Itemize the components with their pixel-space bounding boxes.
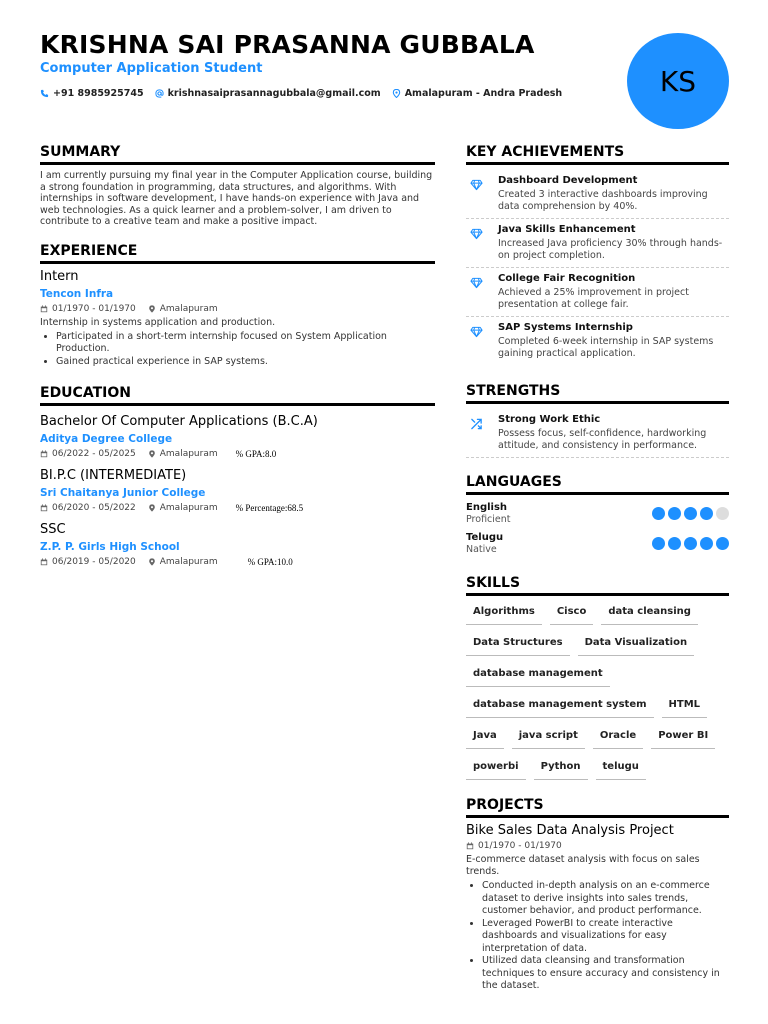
avatar: KS bbox=[627, 33, 729, 129]
education-meta bbox=[40, 449, 435, 459]
achievement-desc: Created 3 interactive dashboards improving data comprehension by 40%. bbox=[498, 189, 708, 212]
calendar-icon bbox=[40, 450, 48, 458]
diamond-icon bbox=[470, 277, 483, 289]
language-name: Telugu bbox=[466, 532, 504, 543]
skill-tag: data cleansing bbox=[601, 601, 698, 625]
strength-item bbox=[466, 409, 729, 458]
phone-text: +91 8985925745 bbox=[53, 88, 144, 99]
education-location: Amalapuram bbox=[159, 503, 218, 514]
location bbox=[148, 503, 218, 513]
achievement-desc: Completed 6-week internship in SAP systems gaining practical application. bbox=[498, 336, 714, 359]
achievement-desc: Achieved a 25% improvement in project presentation at college fair. bbox=[498, 287, 689, 310]
list-item: • Leveraged PowerBI to create interactive dashboards and visualizations for easy interpretation of data. bbox=[482, 918, 729, 956]
date-range bbox=[40, 449, 136, 459]
rating-dot bbox=[700, 537, 713, 550]
education-school: Aditya Degree College bbox=[40, 433, 173, 446]
experience-company: Tencon Infra bbox=[40, 287, 114, 300]
education-degree: SSC bbox=[40, 522, 66, 538]
achievement-title: Java Skills Enhancement bbox=[498, 224, 636, 235]
location-pin-icon bbox=[148, 450, 156, 458]
language-item bbox=[466, 532, 729, 555]
achievement-title: SAP Systems Internship bbox=[498, 322, 633, 333]
experience-role: Intern bbox=[40, 268, 79, 284]
location-pin-icon bbox=[148, 504, 156, 512]
skill-tag: Oracle bbox=[593, 725, 643, 749]
education-heading: EDUCATION bbox=[40, 385, 435, 406]
list-item: • Gained practical experience in SAP systems. bbox=[56, 356, 435, 369]
education-score: % Percentage:68.5 bbox=[235, 503, 304, 514]
education-meta bbox=[40, 557, 435, 567]
location-pin-icon bbox=[392, 89, 401, 98]
skill-tag: Cisco bbox=[550, 601, 594, 625]
education-school: Z.P. P. Girls High School bbox=[40, 541, 180, 554]
experience-entry bbox=[40, 269, 435, 369]
skill-tag: database management system bbox=[466, 694, 654, 718]
project-dates: 01/1970 - 01/1970 bbox=[478, 841, 562, 851]
diamond-icon bbox=[470, 326, 483, 338]
strength-desc: Possess focus, self-confidence, hardworking attitude, and consistency in performance. bbox=[498, 428, 707, 451]
left-column bbox=[40, 144, 435, 567]
rating-dot bbox=[652, 537, 665, 550]
achievement-item bbox=[466, 170, 729, 219]
date-range bbox=[466, 841, 562, 851]
rating-dot bbox=[684, 537, 697, 550]
language-level: Proficient bbox=[466, 514, 511, 525]
language-level: Native bbox=[466, 544, 497, 555]
projects-heading: PROJECTS bbox=[466, 797, 729, 818]
calendar-icon bbox=[40, 504, 48, 512]
strengths-heading: STRENGTHS bbox=[466, 383, 729, 404]
experience-description: Internship in systems application and production. bbox=[40, 316, 276, 328]
location bbox=[148, 304, 218, 314]
skill-tag: Data Structures bbox=[466, 632, 570, 656]
rating-dot bbox=[684, 507, 697, 520]
education-degree: BI.P.C (INTERMEDIATE) bbox=[40, 468, 187, 484]
rating-dot bbox=[716, 537, 729, 550]
calendar-icon bbox=[40, 558, 48, 566]
education-entry bbox=[40, 468, 435, 513]
language-name: English bbox=[466, 502, 508, 513]
achievements-heading: KEY ACHIEVEMENTS bbox=[466, 144, 729, 165]
skill-tag: Data Visualization bbox=[578, 632, 695, 656]
calendar-icon bbox=[466, 842, 474, 850]
skill-tag: powerbi bbox=[466, 756, 526, 780]
language-rating bbox=[652, 537, 729, 550]
language-rating bbox=[652, 507, 729, 520]
summary-text: I am currently pursuing my final year in the Computer Application course, building a strong foundation in programming, data structures, and algorithms. With internships in software development, I have hands-on experience with Java and web technologies. As a quick learner and a problem-solver, I am driven to contribute to a creative team and make a positive impact. bbox=[40, 170, 433, 228]
achievement-item bbox=[466, 219, 729, 268]
education-meta bbox=[40, 503, 435, 513]
project-meta bbox=[466, 841, 729, 851]
at-icon bbox=[155, 89, 164, 98]
list-item: • Conducted in-depth analysis on an e-commerce dataset to derive insights into sales trends, customer behavior, and product performance. bbox=[482, 880, 729, 918]
location-pin-icon bbox=[148, 305, 156, 313]
list-item: • Utilized data cleansing and transformation techniques to ensure accuracy and consistency in the dataset. bbox=[482, 955, 729, 993]
rating-dot bbox=[716, 507, 729, 520]
experience-dates: 01/1970 - 01/1970 bbox=[52, 303, 136, 314]
achievements-list bbox=[466, 170, 729, 365]
project-description: E-commerce dataset analysis with focus on sales trends. bbox=[466, 854, 700, 877]
skill-tag: database management bbox=[466, 663, 610, 687]
education-dates: 06/2022 - 05/2025 bbox=[52, 449, 136, 460]
skill-tag: Python bbox=[534, 756, 588, 780]
skills-list bbox=[466, 601, 729, 780]
contact-bar bbox=[40, 88, 620, 99]
email-text: krishnasaiprasannagubbala@gmail.com bbox=[167, 88, 381, 99]
candidate-name: KRISHNA SAI PRASANNA GUBBALA bbox=[40, 30, 535, 59]
skills-heading: SKILLS bbox=[466, 575, 729, 596]
education-dates: 06/2019 - 05/2020 bbox=[52, 557, 136, 568]
experience-location: Amalapuram bbox=[159, 303, 218, 314]
rating-dot bbox=[652, 507, 665, 520]
location bbox=[148, 449, 218, 459]
education-dates: 06/2020 - 05/2022 bbox=[52, 503, 136, 514]
project-name: Bike Sales Data Analysis Project bbox=[466, 823, 674, 838]
language-item bbox=[466, 502, 729, 525]
list-item: • Participated in a short-term internship focused on System Application Production. bbox=[56, 331, 435, 356]
experience-bullets bbox=[40, 331, 435, 369]
education-score: % GPA:8.0 bbox=[235, 449, 277, 460]
skill-tag: HTML bbox=[662, 694, 708, 718]
location-pin-icon bbox=[148, 558, 156, 566]
diamond-icon bbox=[470, 228, 483, 240]
education-degree: Bachelor Of Computer Applications (B.C.A) bbox=[40, 414, 318, 430]
achievement-item bbox=[466, 268, 729, 317]
rating-dot bbox=[668, 537, 681, 550]
languages-heading: LANGUAGES bbox=[466, 474, 729, 495]
resume-header bbox=[40, 30, 620, 99]
education-location: Amalapuram bbox=[159, 557, 218, 568]
education-school: Sri Chaitanya Junior College bbox=[40, 487, 206, 500]
contact-phone[interactable] bbox=[40, 88, 144, 99]
date-range bbox=[40, 557, 136, 567]
education-entry bbox=[40, 522, 435, 567]
phone-icon bbox=[40, 89, 49, 98]
right-column bbox=[466, 144, 729, 993]
experience-heading: EXPERIENCE bbox=[40, 243, 435, 264]
diamond-icon bbox=[470, 179, 483, 191]
summary-heading: SUMMARY bbox=[40, 144, 435, 165]
education-entry bbox=[40, 414, 435, 459]
strength-title: Strong Work Ethic bbox=[498, 414, 601, 425]
achievement-item bbox=[466, 317, 729, 365]
strength-icon bbox=[470, 418, 483, 430]
experience-meta bbox=[40, 304, 435, 314]
skill-tag: telugu bbox=[596, 756, 646, 780]
calendar-icon bbox=[40, 305, 48, 313]
date-range bbox=[40, 304, 136, 314]
achievement-title: Dashboard Development bbox=[498, 175, 638, 186]
contact-location bbox=[392, 88, 562, 99]
skill-tag: Algorithms bbox=[466, 601, 542, 625]
project-entry bbox=[466, 823, 729, 993]
education-score: % GPA:10.0 bbox=[247, 557, 293, 568]
project-bullets bbox=[466, 880, 729, 993]
skill-tag: Power BI bbox=[651, 725, 715, 749]
achievement-title: College Fair Recognition bbox=[498, 273, 636, 284]
date-range bbox=[40, 503, 136, 513]
education-location: Amalapuram bbox=[159, 449, 218, 460]
location bbox=[148, 557, 218, 567]
contact-email[interactable] bbox=[155, 88, 381, 99]
skill-tag: Java bbox=[466, 725, 504, 749]
candidate-title: Computer Application Student bbox=[40, 61, 263, 76]
skill-tag: java script bbox=[512, 725, 585, 749]
rating-dot bbox=[700, 507, 713, 520]
rating-dot bbox=[668, 507, 681, 520]
location-text: Amalapuram - Andra Pradesh bbox=[404, 88, 563, 99]
achievement-desc: Increased Java proficiency 30% through hands-on project completion. bbox=[498, 238, 723, 261]
